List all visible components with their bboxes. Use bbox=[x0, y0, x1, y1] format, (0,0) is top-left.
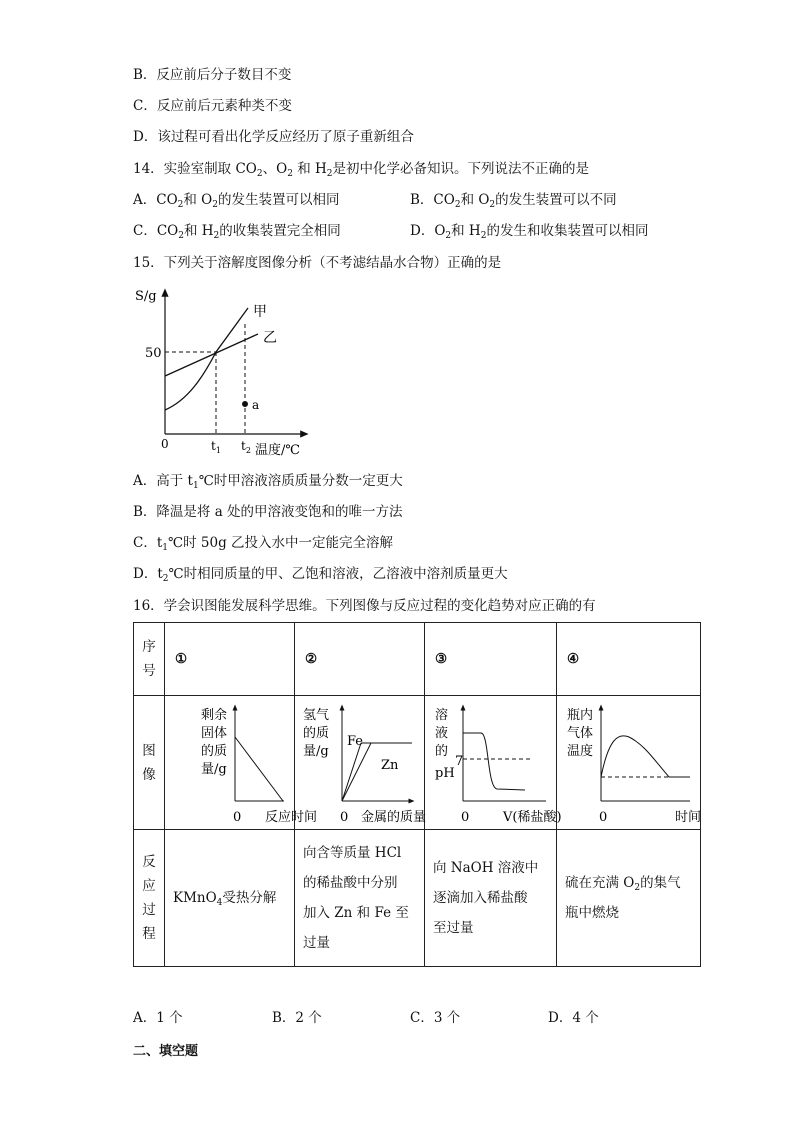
g1-ylabel-3: 的质 bbox=[201, 743, 228, 759]
table-row-process bbox=[134, 830, 701, 967]
point-a bbox=[242, 401, 248, 407]
g4-ylabel-2: 气体 bbox=[567, 725, 594, 741]
q14-option-b: B．$CO_2$和 $O_2$的发生装置可以不同 bbox=[410, 192, 617, 210]
g1-origin: 0 bbox=[233, 809, 242, 825]
q14-stem: 14．实验室制取 $CO_2$、$O_2$ 和 $H_2$是初中化学必备知识。下列说法不正确的是 bbox=[133, 161, 590, 179]
process-4: 硫在充满 $O_2$的集气 瓶中燃烧 bbox=[557, 830, 701, 967]
q16-answer-c: C．3 个 bbox=[410, 1010, 461, 1026]
g3-curve bbox=[463, 733, 525, 790]
g1-xlabel: 反应时间 bbox=[265, 809, 318, 825]
col-num-1: ① bbox=[165, 623, 295, 696]
y-tick-50: 50 bbox=[145, 346, 162, 361]
g2-ylabel-2: 的质 bbox=[303, 725, 330, 741]
graph-3 bbox=[425, 697, 562, 829]
process-2: 向含等质量 HCl 的稀盐酸中分别 加入 Zn 和 Fe 至 过量 bbox=[295, 830, 425, 967]
col-num-2: ② bbox=[295, 623, 425, 696]
q15-option-b: B．降温是将 a 处的甲溶液变饱和的唯一方法 bbox=[133, 504, 403, 520]
q13-option-b: B．反应前后分子数目不变 bbox=[133, 67, 292, 83]
g1-line bbox=[235, 737, 283, 801]
q15-stem: 15．下列关于溶解度图像分析（不考滤结晶水合物）正确的是 bbox=[133, 255, 502, 271]
g4-xlabel: 时间 bbox=[675, 809, 702, 825]
g3-ylabel-1: 溶 bbox=[435, 707, 449, 723]
g2-line-fe bbox=[342, 743, 361, 801]
q14-option-d: D．$O_2$和 $H_2$的发生和收集装置可以相同 bbox=[410, 223, 649, 241]
q16-answer-d: D．4 个 bbox=[548, 1010, 599, 1026]
g4-curve bbox=[601, 735, 690, 776]
t1-label: $t_1$ bbox=[211, 439, 221, 455]
row-label-number: 序 号 bbox=[134, 623, 165, 696]
t2-label: $t_2$ bbox=[241, 439, 251, 455]
g2-fe-label: Fe bbox=[347, 733, 364, 749]
col-num-3: ③ bbox=[425, 623, 557, 696]
g2-zn-label: Zn bbox=[381, 757, 399, 773]
g2-ylabel-3: 量/g bbox=[303, 743, 329, 759]
x-axis-label: 温度/℃ bbox=[255, 443, 300, 458]
origin-label: 0 bbox=[161, 437, 169, 451]
g2-ylabel-1: 氢气 bbox=[303, 707, 330, 723]
g1-ylabel-2: 固体 bbox=[201, 725, 228, 741]
g2-origin: 0 bbox=[340, 809, 349, 825]
section-title: 二、填空题 bbox=[133, 1044, 199, 1059]
point-a-label: a bbox=[252, 398, 260, 412]
g3-origin: 0 bbox=[461, 809, 470, 825]
g3-ylabel-4: pH bbox=[435, 765, 455, 781]
q13-option-d: D．该过程可看出化学反应经历了原子重新组合 bbox=[133, 129, 414, 145]
g4-ylabel-3: 温度 bbox=[567, 743, 594, 759]
process-1: KMnO$_4$受热分解 bbox=[165, 830, 295, 967]
q16-answer-b: B．2 个 bbox=[272, 1010, 322, 1026]
g4-origin: 0 bbox=[599, 809, 608, 825]
curve-jia-label: 甲 bbox=[253, 304, 267, 320]
graph-3-cell bbox=[425, 696, 562, 830]
g1-ylabel-1: 剩余 bbox=[201, 707, 228, 723]
curve-yi bbox=[165, 334, 258, 376]
graph-4-cell bbox=[557, 696, 701, 830]
g1-ylabel-4: 量/g bbox=[201, 761, 227, 777]
g2-line-zn bbox=[342, 743, 371, 801]
g3-ylabel-3: 的 bbox=[435, 743, 449, 759]
q15-option-c: C．$t_1℃$时 50g 乙投入水中一定能完全溶解 bbox=[133, 535, 394, 553]
q14-option-a: A．$CO_2$和 $O_2$的发生装置可以相同 bbox=[133, 192, 340, 210]
solubility-graph bbox=[133, 282, 313, 462]
q16-table bbox=[133, 622, 701, 967]
q14-option-c: C．$CO_2$和 $H_2$的收集装置完全相同 bbox=[133, 223, 341, 241]
q16-stem: 16．学会识图能发展科学思维。下列图像与反应过程的变化趋势对应正确的有 bbox=[133, 598, 596, 614]
row-label-graph: 图 像 bbox=[134, 696, 165, 830]
q13-option-c: C．反应前后元素种类不变 bbox=[133, 98, 292, 114]
q16-answer-a: A．1 个 bbox=[133, 1010, 183, 1026]
table-row-graph bbox=[134, 696, 701, 830]
g3-xlabel: V(稀盐酸) bbox=[503, 809, 562, 825]
row-label-process: 反 应 过 程 bbox=[134, 830, 165, 967]
curve-yi-label: 乙 bbox=[263, 330, 277, 346]
g3-ph7-label: 7 bbox=[455, 753, 464, 769]
g3-ylabel-2: 液 bbox=[435, 725, 449, 741]
y-axis-label: S/g bbox=[135, 289, 157, 304]
curve-jia bbox=[165, 308, 248, 410]
g2-xlabel: 金属的质量 bbox=[361, 809, 427, 825]
q15-option-d: D．$t_2℃$时相同质量的甲、乙饱和溶液，乙溶液中溶剂质量更大 bbox=[133, 566, 508, 584]
q15-option-a: A．高于 $t_1℃$时甲溶液溶质质量分数一定更大 bbox=[133, 473, 403, 491]
process-3: 向 NaOH 溶液中 逐滴加入稀盐酸 至过量 bbox=[425, 830, 557, 967]
g4-ylabel-1: 瓶内 bbox=[567, 707, 594, 723]
col-num-4: ④ bbox=[557, 623, 701, 696]
graph-4 bbox=[557, 697, 702, 829]
table-row-number bbox=[134, 623, 701, 696]
